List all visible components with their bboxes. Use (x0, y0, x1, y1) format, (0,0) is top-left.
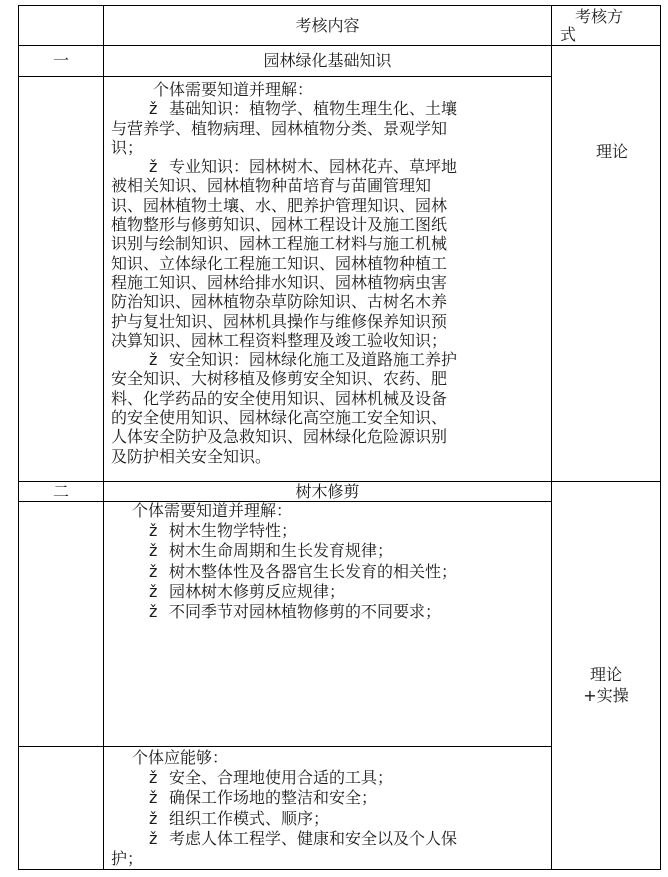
section1-p3-line: 人体安全防护及急救知识、园林绿化危险源识别 (111, 427, 448, 447)
section1-intro: 个体需要知道并理解： (153, 80, 314, 99)
bullet-icon: ž (149, 768, 158, 788)
section2-know-intro: 个体需要知道并理解： (132, 501, 293, 520)
header-row-divider (18, 45, 661, 46)
bullet-icon: ž (149, 157, 158, 177)
section1-p1-line: 与营养学、植物病理、园林植物分类、景观学知 (111, 118, 448, 138)
bullet-icon: ž (149, 808, 158, 828)
bullet-icon: ž (149, 350, 158, 370)
section2-inner-divider (18, 746, 551, 747)
section2-number: 二 (52, 482, 69, 501)
bullet-icon: ž (149, 828, 158, 848)
section1-p1-line: 识； (111, 137, 144, 157)
bullet-icon: ž (149, 581, 158, 601)
section2-able-intro: 个体应能够： (132, 748, 229, 767)
header-method-label: 考核方 (575, 7, 624, 26)
section2-method-wrap: +实操 (583, 686, 629, 705)
list-item: ž 考虑人体工程学、健康和安全以及个人保 (149, 828, 458, 848)
section1-p2-line: 知识、立体绿化工程施工知识、园林植物种植工 (111, 253, 448, 273)
section1-p3-line: 及防护相关安全知识。 (111, 446, 272, 466)
section1-p2-line: 识、园林植物土壤、水、肥养护管理知识、园林 (111, 195, 448, 215)
section1-p2-line: 防治知识、园林植物杂草防除知识、古树名木养 (111, 292, 448, 312)
section1-title-divider (18, 76, 551, 77)
header-method-label-wrap: 式 (560, 25, 577, 44)
section1-p2-line: 植物整形与修剪知识、园林工程设计及施工图纸 (111, 215, 448, 235)
list-item: ž 确保工作场地的整洁和安全； (149, 788, 378, 808)
list-item: ž 安全、合理地使用合适的工具； (149, 768, 394, 788)
section1-p3-line: ž 安全知识：园林绿化施工及道路施工养护 (149, 350, 458, 370)
bullet-icon: ž (149, 521, 158, 541)
section2-method: 理论 (589, 665, 622, 684)
section1-method: 理论 (596, 142, 629, 161)
section1-number: 一 (52, 51, 69, 70)
section1-p1-line: ž 基础知识：植物学、植物生理生化、土壤 (149, 99, 458, 119)
section1-p2-line: 识别与绘制知识、园林工程施工材料与施工机械 (111, 234, 448, 254)
section2-knowledge (111, 501, 457, 622)
table-border-right (660, 5, 661, 870)
section1-p2-line: 决算知识、园林工程资料整理及竣工验收知识； (111, 330, 448, 350)
bullet-icon: ž (149, 561, 158, 581)
bullet-icon: ž (149, 541, 158, 561)
section1-p2-line: 护与复壮知识、园林机具操作与维修保养知识预 (111, 311, 448, 331)
column-divider-1 (103, 5, 104, 870)
bullet-icon: ž (149, 602, 158, 622)
table-border-top (18, 5, 661, 6)
column-divider-2 (551, 5, 552, 870)
list-item: ž 树木生命周期和生长发育规律； (149, 541, 394, 561)
section1-p2-line: 程施工知识、园林给排水知识、园林植物病虫害 (111, 272, 448, 292)
section2-title: 树木修剪 (295, 482, 360, 501)
section1-p3-line: 安全知识、大树移植及修剪安全知识、农药、肥 (111, 369, 448, 389)
bullet-icon: ž (149, 99, 158, 119)
list-item: ž 园林树木修剪反应规律； (149, 581, 346, 601)
section1-title: 园林绿化基础知识 (263, 51, 392, 70)
list-item-continued: 护； (111, 849, 144, 869)
section1-p3-line: 的安全使用知识、园林绿化高空施工安全知识、 (111, 408, 448, 428)
list-item: ž 树木生物学特性； (149, 521, 298, 541)
section2-abilities (111, 748, 457, 869)
list-item: ž 树木整体性及各器官生长发育的相关性； (149, 561, 458, 581)
header-content-label: 考核内容 (295, 16, 360, 35)
section1-content (111, 80, 457, 466)
bullet-icon: ž (149, 788, 158, 808)
section1-p2-line: ž 专业知识：园林树木、园林花卉、草坪地 (149, 157, 458, 177)
list-item: ž 不同季节对园林植物修剪的不同要求； (149, 602, 442, 622)
section1-p2-line: 被相关知识、园林植物种苗培育与苗圃管理知 (111, 176, 432, 196)
table-border-left (18, 5, 19, 870)
section1-p3-line: 料、化学药品的安全使用知识、园林机械及设备 (111, 388, 448, 408)
list-item: ž 组织工作模式、顺序； (149, 808, 330, 828)
